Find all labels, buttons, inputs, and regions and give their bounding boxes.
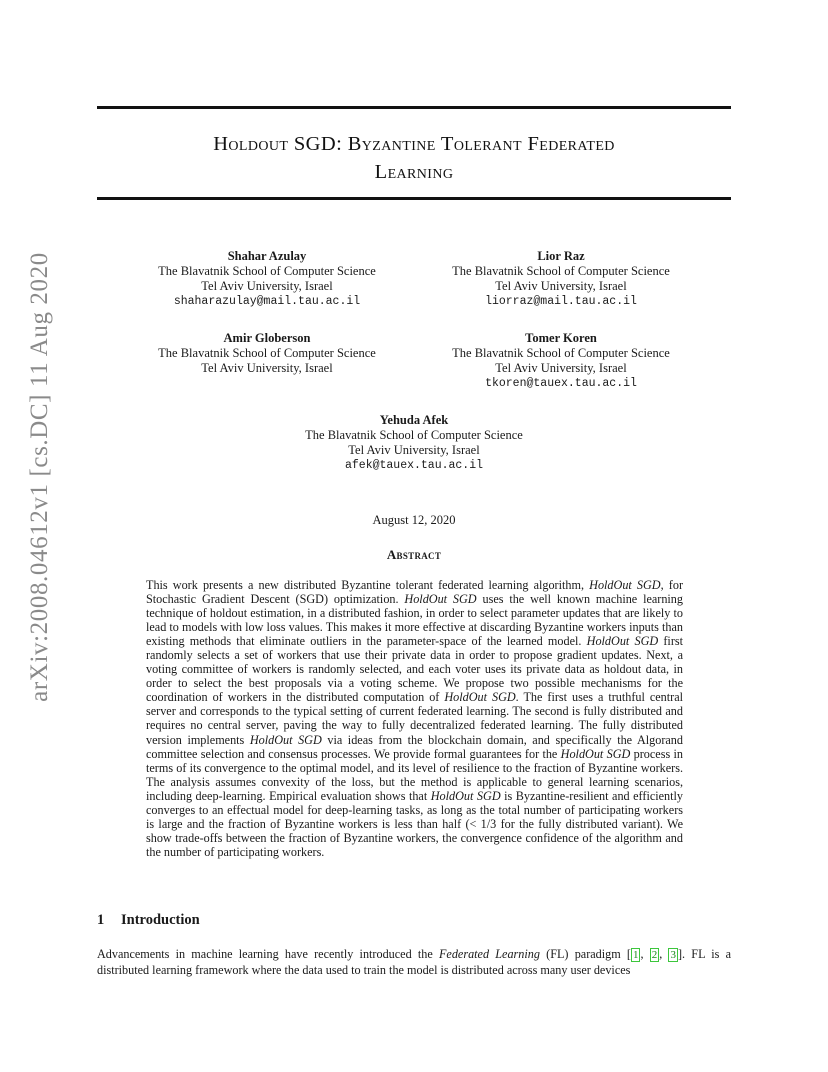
title-line-2: Learning xyxy=(374,161,454,183)
citation-link[interactable]: 3 xyxy=(670,949,676,961)
author-affiliation: The Blavatnik School of Computer Science xyxy=(158,346,376,360)
author-university: Tel Aviv University, Israel xyxy=(348,443,480,457)
title-line-1: Holdout SGD: Byzantine Tolerant Federated xyxy=(213,133,615,155)
section-heading xyxy=(97,912,200,929)
abstract-text: This work presents a new distributed Byzantine tolerant federated learning algorithm, xyxy=(146,578,590,592)
abstract-text: . The first uses a truthful central server and corresponds to the typical setting of current federated learning. The second is fully distributed and requires no central server, paving the way to fully decentralized federated learning. The fully distributed version implements xyxy=(146,690,683,747)
abstract-text: is Byzantine-resilient and efficiently converges to an effectual model for deep-learning tasks, as long as the total number of participating workers is large and the fraction of Byzantine workers is less than half (< 1/3 for the fully distributed variant). We show trade-offs between the fraction of Byzantine workers, the convergence confidence of the algorithm and the number of participating workers. xyxy=(146,788,683,859)
author-email[interactable]: tkoren@tauex.tau.ac.il xyxy=(485,377,637,390)
abstract-emphasis: HoldOut SGD xyxy=(430,788,501,803)
author-university: Tel Aviv University, Israel xyxy=(201,361,333,375)
author-affiliation: The Blavatnik School of Computer Science xyxy=(158,264,376,278)
abstract-text: uses the well known machine learning technique of holdout estimation, in a distributed fashion, in order to select parameter updates that are likely to lead to models with low loss values. This makes it more effective at discarding Byzantine workers inputs than existing methods that eliminate outliers in the parameter-space of the learned model. xyxy=(146,592,683,649)
abstract-text: , for Stochastic Gradient Descent (SGD) optimization. xyxy=(146,578,684,607)
author-university: Tel Aviv University, Israel xyxy=(201,279,333,293)
section-number: 1 xyxy=(97,912,105,928)
author-email[interactable]: liorraz@mail.tau.ac.il xyxy=(485,295,637,308)
intro-paragraph xyxy=(97,947,731,978)
author-name: Tomer Koren xyxy=(525,331,597,345)
citation-link[interactable]: 1 xyxy=(632,949,639,961)
intro-text: (FL) paradigm [ xyxy=(539,947,631,961)
title-rule-bottom xyxy=(97,197,731,200)
intro-text: , xyxy=(640,947,650,961)
author-affiliation: The Blavatnik School of Computer Science xyxy=(452,346,670,360)
abstract-body xyxy=(146,578,683,859)
abstract-text: process in terms of its convergence to the optimal model, and its level of resilience to the fraction of Byzantine workers. The analysis assumes convexity of the loss, but the method is applicable to general learning scenarios, including deep-learning. Empirical evaluation shows that xyxy=(146,746,683,803)
paper-title xyxy=(97,130,731,186)
citation-link[interactable]: 2 xyxy=(651,949,658,961)
abstract-text: via ideas from the blockchain domain, and specifically the Algorand committee selection and consensus processes. We provide formal guarantees for the xyxy=(146,732,683,761)
arxiv-stamp xyxy=(20,252,60,702)
abstract-emphasis: HoldOut SGD xyxy=(586,634,659,649)
author-affiliation: The Blavatnik School of Computer Science xyxy=(452,264,670,278)
abstract-text: first randomly selects a set of workers that use their private data in order to propose gradient updates. Next, a voting committee of workers is randomly selected, and each voter uses its private data as holdout data, in order to select the best proposals via a voting scheme. We propose two possible mechanisms for the coordination of workers in the distributed computation of xyxy=(146,634,684,705)
author-name: Yehuda Afek xyxy=(379,413,449,427)
abstract-emphasis: HoldOut SGD xyxy=(560,746,631,761)
title-rule-top xyxy=(97,106,731,109)
abstract-heading: Abstract xyxy=(386,547,442,562)
abstract-emphasis: HoldOut SGD xyxy=(249,732,322,747)
abstract-emphasis: HoldOut SGD xyxy=(404,592,477,607)
section-title: Introduction xyxy=(121,912,200,928)
author-name: Shahar Azulay xyxy=(227,249,307,263)
arxiv-id-text: arXiv:2008.04612v1 [cs.DC] 11 Aug 2020 xyxy=(26,252,53,702)
intro-emphasis: Federated Learning xyxy=(438,947,540,961)
intro-text: , xyxy=(659,947,669,961)
author-block xyxy=(117,331,417,376)
abstract-emphasis: HoldOut SGD xyxy=(589,578,661,592)
publication-date: August 12, 2020 xyxy=(372,513,456,527)
author-university: Tel Aviv University, Israel xyxy=(495,279,627,293)
intro-text: ]. FL is a distributed learning framework where the data used to train the model is distributed across many user devices xyxy=(97,947,731,977)
author-block xyxy=(411,249,711,309)
author-university: Tel Aviv University, Israel xyxy=(495,361,627,375)
author-name: Lior Raz xyxy=(537,249,585,263)
author-email[interactable]: shaharazulay@mail.tau.ac.il xyxy=(173,295,361,308)
author-block xyxy=(117,249,417,309)
author-block xyxy=(411,331,711,391)
author-block xyxy=(264,413,564,473)
author-affiliation: The Blavatnik School of Computer Science xyxy=(305,428,523,442)
author-name: Amir Globerson xyxy=(223,331,311,345)
author-email[interactable]: afek@tauex.tau.ac.il xyxy=(344,459,484,472)
intro-text: Advancements in machine learning have recently introduced the xyxy=(97,947,439,961)
abstract-emphasis: HoldOut SGD xyxy=(444,690,516,705)
